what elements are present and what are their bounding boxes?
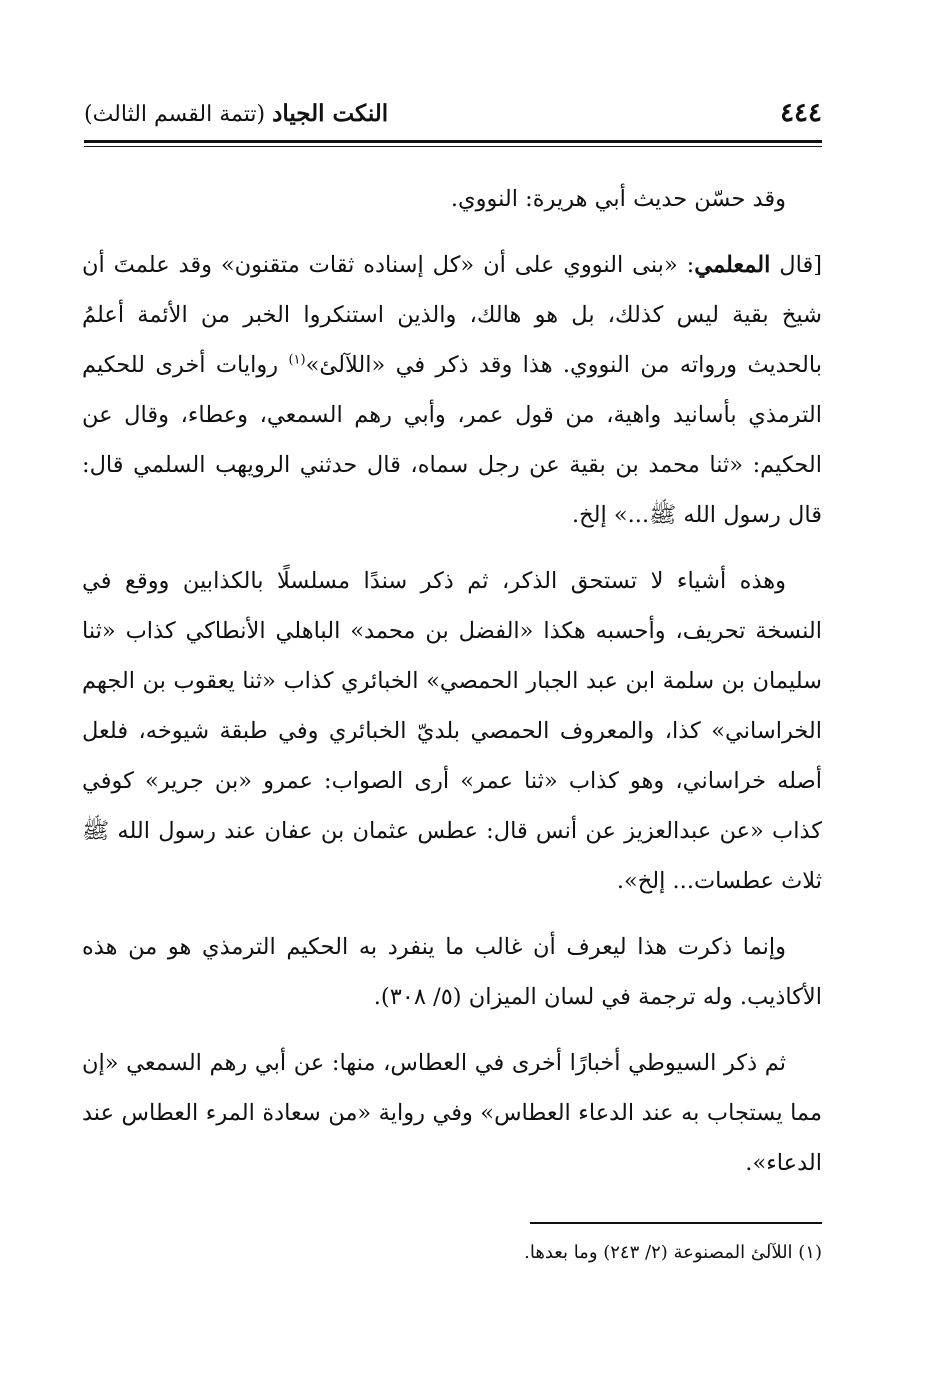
section-title: (تتمة القسم الثالث) (84, 102, 266, 127)
paragraph-3: وهذه أشياء لا تستحق الذكر، ثم ذكر سندًا مسلسلًا بالكذابين ووقع في النسخة تحريف، وأحسبه هكذا «الفضل بن محمد» الباهلي الأنطاكي كذاب «ثنا سليمان بن سلمة ابن عبد الجبار الحمصي» الخبائري كذاب «ثنا يعقوب بن الجهم الخراساني» كذا، والمعروف الحمصي بلديّ الخبائري وفي طبقة شيوخه، فلعل أصله خراساني، وهو كذاب «ثنا عمر» أرى الصواب: عمرو «بن جرير» كوفي كذاب «عن عبدالعزيز عن أنس قال: عطس عثمان بن عفان عند رسول الله ﷺ ثلاث عطسات... إلخ». (82, 568, 822, 894)
footnote-1: (١) اللآلئ المصنوعة (٢/ ٢٤٣) وما بعدها. (524, 1242, 822, 1263)
running-title (84, 100, 388, 127)
paragraph-5: ثم ذكر السيوطي أخبارًا أخرى في العطاس، منها: عن أبي رهم السمعي «إن مما يستجاب به عند الدعاء العطاس» وفي رواية «من سعادة المرء العطاس عند الدعاء». (82, 1050, 822, 1176)
bracket-open: [قال (770, 252, 822, 278)
paragraph-2 (82, 240, 822, 540)
header-rule-thick (84, 140, 822, 143)
author-name: المعلمي (694, 252, 771, 278)
paragraph-2-part-b: روايات أخرى للحكيم الترمذي بأسانيد واهية، من قول عمر، وأبي رهم السمعي، وعطاء، وقال عن الحكيم: «ثنا محمد بن بقية عن رجل سماه، قال حدثني الرويهب السلمي قال: قال رسول الله ﷺ...» إلخ. (82, 352, 822, 528)
paragraph-4: وإنما ذكرت هذا ليعرف أن غالب ما ينفرد به الحكيم الترمذي هو من هذه الأكاذيب. وله ترجمة في لسان الميزان (٥/ ٣٠٨). (82, 934, 822, 1010)
header-rule-thin (84, 146, 822, 147)
book-title: النكت الجياد (272, 100, 389, 127)
paragraph-2-part-a: : «بنى النووي على أن «كل إسناده ثقات متقنون» وقد علمتَ أن شيخ بقية ليس كذلك، بل هو هالك، والذين استنكروا الخبر من الأئمة أعلمُ بالحديث ورواته من النووي. هذا وقد ذكر في «اللآلئ» (82, 252, 822, 378)
footnote-reference: (١) (288, 352, 306, 368)
page-header (84, 96, 822, 136)
main-text (82, 174, 822, 1204)
paragraph-1: وقد حسّن حديث أبي هريرة: النووي. (450, 186, 786, 212)
footnote-separator (530, 1222, 822, 1224)
page-number: ٤٤٤ (780, 98, 822, 128)
